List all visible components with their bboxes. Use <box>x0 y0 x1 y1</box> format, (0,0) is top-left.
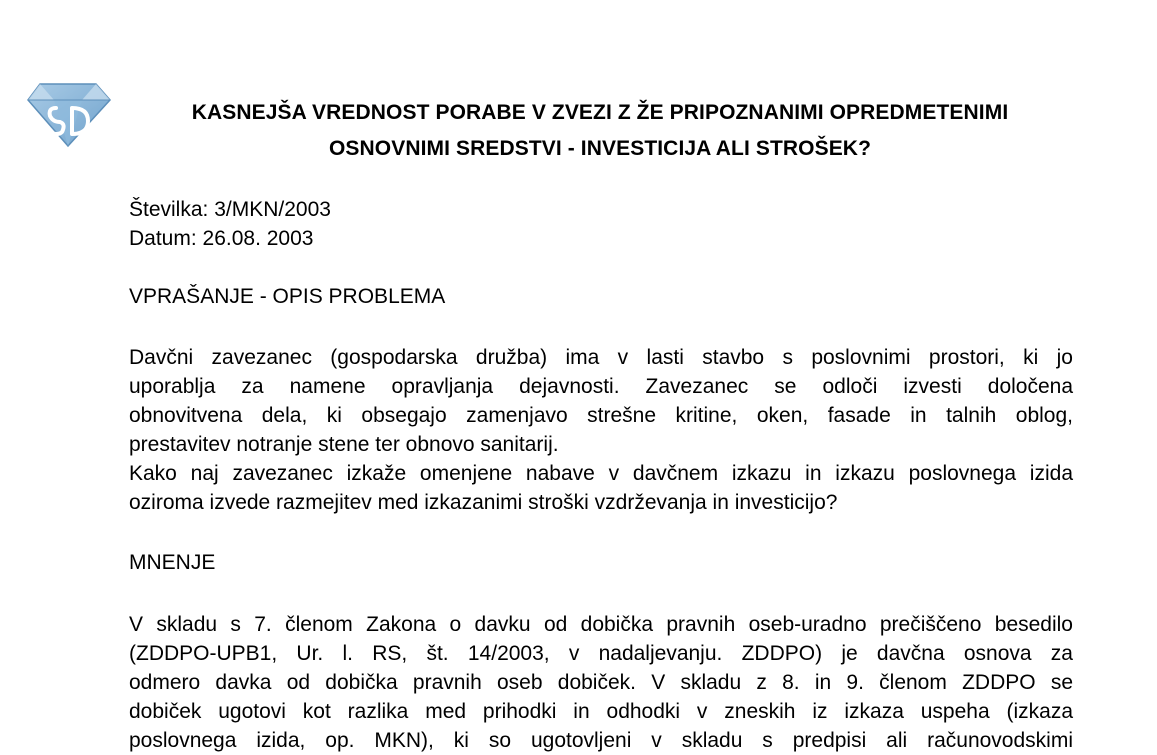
document-title-line-2: OSNOVNIMI SREDSTVI - INVESTICIJA ALI STROŠEK? <box>329 137 871 160</box>
text-line: V skladu s 7. členom Zakona o davku od dobička pravnih oseb-uradno prečiščeno besedilo <box>129 613 1073 636</box>
text-line: odmero davka od dobička pravnih oseb dobiček. V skladu z 8. in 9. členom ZDDPO se <box>129 671 1073 694</box>
text-line: prestavitev notranje stene ter obnovo sanitarij. <box>129 433 559 456</box>
question-paragraph-2 <box>129 459 1073 517</box>
document-title-line-1: KASNEJŠA VREDNOST PORABE V ZVEZI Z ŽE PRIPOZNANIMI OPREDMETENIMI <box>191 101 1009 124</box>
diamond-logo-icon <box>26 78 112 150</box>
text-line: Kako naj zavezanec izkaže omenjene nabave v davčnem izkazu in izkazu poslovnega izida <box>129 462 1073 485</box>
text-line: obnovitvena dela, ki obsegajo zamenjavo strešne kritine, oken, fasade in talnih oblog, <box>129 404 1073 427</box>
question-paragraph-1 <box>129 343 1073 459</box>
text-line: dobiček ugotovi kot razlika med prihodki in odhodki v zneskih iz izkaza uspeha (izkaza <box>129 700 1073 723</box>
text-line: poslovnega izida, op. MKN), ki so ugotovljeni v skladu s predpisi ali računovodskimi <box>129 729 1073 752</box>
opinion-paragraph <box>129 610 1073 755</box>
opinion-heading: MNENJE <box>129 551 216 574</box>
document-date: Datum: 26.08. 2003 <box>129 227 314 250</box>
document-number: Številka: 3/MKN/2003 <box>129 198 331 221</box>
text-line: oziroma izvede razmejitev med izkazanimi stroški vzdrževanja in investicijo? <box>129 491 838 514</box>
text-line: uporablja za namene opravljanja dejavnosti. Zavezanec se odloči izvesti določena <box>129 375 1073 398</box>
text-line: Davčni zavezanec (gospodarska družba) ima v lasti stavbo s poslovnimi prostori, ki jo <box>129 346 1073 369</box>
text-line: (ZDDPO-UPB1, Ur. l. RS, št. 14/2003, v nadaljevanju. ZDDPO) je davčna osnova za <box>129 642 1073 665</box>
question-heading: VPRAŠANJE - OPIS PROBLEMA <box>129 285 446 308</box>
